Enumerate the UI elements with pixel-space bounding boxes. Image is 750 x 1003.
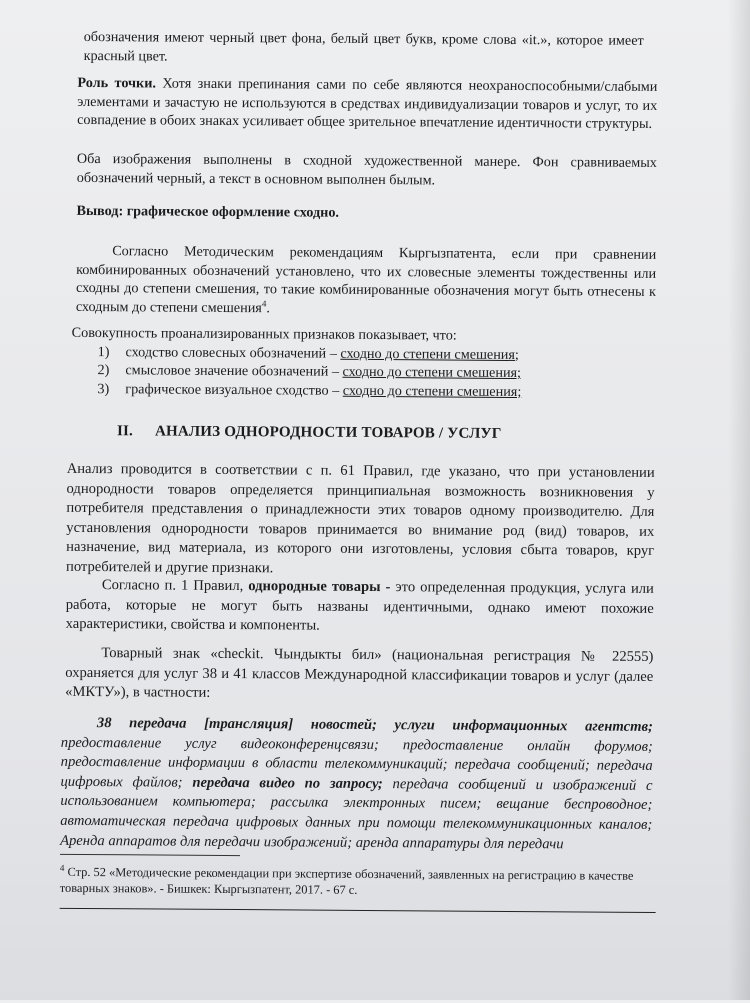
list-item-result: сходно до степени смешения;: [342, 363, 522, 382]
list-item-text: графическое визуальное сходство –: [125, 380, 343, 399]
trademark-paragraph: Товарный знак «checkit. Чындыкты бил» (национальная регистрация № 22555) охраняется для услуг 38 и 41 классов Международной классификации товаров и услуг (далее «МКТУ»), в частности:: [65, 645, 654, 702]
footnote-ref: 4: [261, 297, 267, 309]
intro-tail-paragraph: обозначения имеют черный цвет фона, белый цвет букв, кроме слова «it.», которое имеет красный цвет.: [83, 28, 644, 65]
recommendation-end: .: [266, 299, 270, 316]
analysis-paragraph: Анализ проводится в соответствии с п. 61 Правил, где указано, что при установлении однородности товаров определяется принципиальная возможность возникновения у потребителя представления о принадлежности этих товаров одному производителю. Для установления однородности товаров принимается во внимание род (вид) товаров, их назначение, вид материала, из которого они изготовлены, условия сбыта товаров, круг потребителей и другие признаки.: [65, 460, 655, 577]
homogeneous-lead: Согласно п. 1 Правил,: [101, 577, 249, 595]
homogeneous-term: однородные товары -: [248, 578, 391, 596]
summary-lead: Совокупность проанализированных признаков показывает, что:: [71, 324, 457, 344]
list-item-text: смысловое значение обозначений –: [125, 362, 343, 380]
homogeneous-paragraph: [66, 576, 654, 639]
services-video-on-demand: передача видео по запросу;: [192, 774, 383, 792]
list-item-result: сходно до степени смешения;: [342, 382, 522, 400]
list-item-number: 1): [97, 343, 110, 360]
homogeneous-text: это определенная продукция, услуга или работа, которые не могут быть названы идентичными, однако имеют похожие характеристики, свойства и компоненты.: [65, 579, 654, 634]
footnote-text: Стр. 52 «Методические рекомендации при экспертизе обозначений, заявленных на регистрацию в качестве товарных знаков». - Бишкек: Кыргызпатент, 2017. - 67 с.: [59, 864, 634, 897]
section-number: II.: [116, 423, 134, 440]
summary-block: [71, 324, 652, 402]
dot-role-label: Роль точки.: [77, 74, 157, 92]
list-item-result: сходно до степени смешения;: [340, 345, 519, 363]
dot-role-text: Хотя знаки препинания сами по себе являются неохраноспособными/слабыми элементами и зачастую не используются в средствах индивидуализации товаров и услуг, то их совпадение в обоих знаках усиливает общее зрительное впечатление идентичности структуры.: [77, 75, 658, 132]
services-text-2: передача сообщений и изображений с использованием компьютера; рассылка электронных писем; вещание беспроводное; автоматическая передача цифровых данных при помощи телекоммуникационных каналов; Аренда аппаратов для передачи изображений; аренда аппаратуры для передачи: [60, 775, 653, 852]
recommendation-paragraph: [76, 242, 657, 320]
services-text-1: предоставление услуг видеоконференцсвязи; предоставление онлайн форумов; предоставление информации в области телекоммуникаций; передача сообщений; передача цифровых файлов;: [60, 734, 653, 791]
footnote-divider: [60, 854, 240, 856]
list-item-text: сходство словесных обозначений –: [125, 343, 341, 362]
footnote-number: 4: [59, 862, 65, 873]
footnote: [60, 864, 660, 900]
section-heading: [117, 423, 502, 443]
conclusion-paragraph: [76, 202, 656, 225]
list-item: [71, 379, 651, 402]
style-note-paragraph: Оба изображения выполнены в сходной художественной манере. Фон сравниваемых обозначений черный, а текст в основном выполнен былым.: [76, 150, 657, 188]
list-item-number: 2): [97, 362, 110, 379]
conclusion-text: Вывод: графическое оформление сходно.: [76, 202, 340, 221]
services-class-38: 38 передача [трансляция] новостей; услуги информационных агентств;: [96, 715, 653, 735]
section-title: АНАЛИЗ ОДНОРОДНОСТИ ТОВАРОВ / УСЛУГ: [154, 423, 502, 442]
summary-list: [71, 342, 651, 402]
recommendation-text: Согласно Методическим рекомендациям Кыргызпатента, если при сравнении комбинированных обозначений установлено, что их словесные элементы тождественны или сходны до степени смешения, то такие комбинированные обозначения могут быть отнесены к сходным до степени смешения: [75, 243, 657, 316]
dot-role-paragraph: [77, 74, 657, 134]
list-item-number: 3): [97, 380, 110, 397]
page-shadow: [728, 0, 750, 1000]
page-bottom-rule: [60, 908, 656, 913]
services-paragraph: [60, 714, 653, 855]
